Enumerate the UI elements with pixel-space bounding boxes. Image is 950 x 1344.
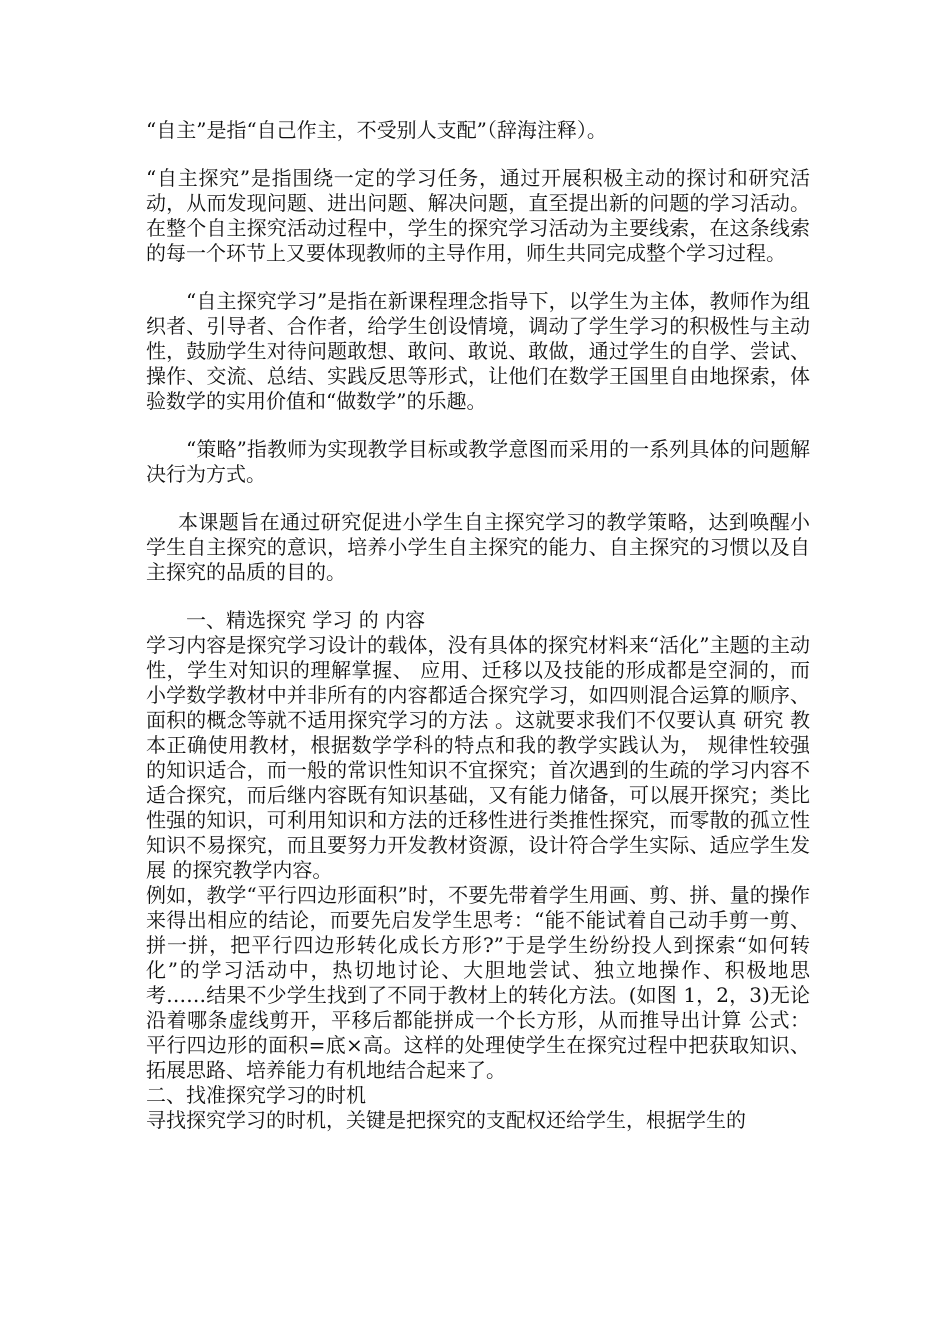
definition-autonomy: “自主”是指“自己作主，不受别人支配”（辞海注释）。 xyxy=(146,118,607,142)
definition-autonomous-inquiry: “自主探究”是指围绕一定的学习任务，通过开展积极主动的探讨和研究活动，从而发现问题、进出问题、解决问题，直至提出新的问题的学习活动。在整个自主探究活动过程中，学生的探究学习活动为主要线索，在这条线索的每一个环节上又要体现教师的主导作用，师生共同完成整个学习过程。 xyxy=(146,166,810,265)
document-page xyxy=(146,118,810,1133)
definition-strategy: “策略”指教师为实现教学目标或教学意图而采用的一系列具体的问题解决行为方式。 xyxy=(146,437,810,486)
definition-autonomous-inquiry-learning: “自主探究学习”是指在新课程理念指导下，以学生为主体，教师作为组织者、引导者、合作者，给学生创设情境，调动了学生学习的积极性与主动性，鼓励学生对待问题敢想、敢问、敢说、敢做，通过学生的自学、尝试、操作、交流、总结、实践反思等形式，让他们在数学王国里自由地探索，体验数学的实用价值和“做数学”的乐趣。 xyxy=(146,289,810,413)
section-1-example: 例如，教学“平行四边形面积”时，不要先带着学生用画、剪、拼、量的操作来得出相应的结论，而要先启发学生思考：“能不能试着自己动手剪一剪、拼一拼，把平行四边形转化成长方形?”于是学生纷纷投人到探索“如何转化”的学习活动中，热切地讨论、大胆地尝试、独立地操作、积极地思考……结果不少学生找到了不同于教材上的转化方法。(如图 1，2，3)无论沿着哪条虚线剪开，平移后都能拼成一个长方形，从而推导出计算 公式：平行四边形的面积=底×高。这样的处理使学生在探究过程中把获取知识、拓展思路、培养能力有机地结合起来了。 xyxy=(146,883,810,1082)
research-purpose: 本课题旨在通过研究促进小学生自主探究学习的教学策略，达到唤醒小学生自主探究的意识，培养小学生自主探究的能力、自主探究的习惯以及自主探究的品质的目的。 xyxy=(146,510,810,584)
section-heading-1: 一、精选探究 学习 的 内容 xyxy=(186,608,426,632)
section-1-body: 学习内容是探究学习设计的载体，没有具体的探究材料来“活化”主题的主动性，学生对知识的理解掌握、 应用、迁移以及技能的形成都是空洞的，而小学数学教材中并非所有的内容都适合探究学习，如四则混合运算的顺序、面积的概念等就不适用探究学习的方法 。这就要求我们不仅要认真 研究 教本正确使用教材，根据数学学科的特点和我的教学实践认为， 规律性较强的知识适合，而一般的常识性知识不宜探究；首次遇到的生疏的学习内容不适合探究，而后继内容既有知识基础，又有能力储备，可以展开探究；类比性强的知识，可利用知识和方法的迁移性进行类推性探究，而零散的孤立性知识不易探究，而且要努力开发教材资源，设计符合学生实际、适应学生发展 的探究教学内容。 xyxy=(146,633,810,882)
section-2-body: 寻找探究学习的时机，关键是把探究的支配权还给学生，根据学生的 xyxy=(146,1108,746,1132)
section-heading-2: 二、找准探究学习的时机 xyxy=(146,1083,366,1107)
